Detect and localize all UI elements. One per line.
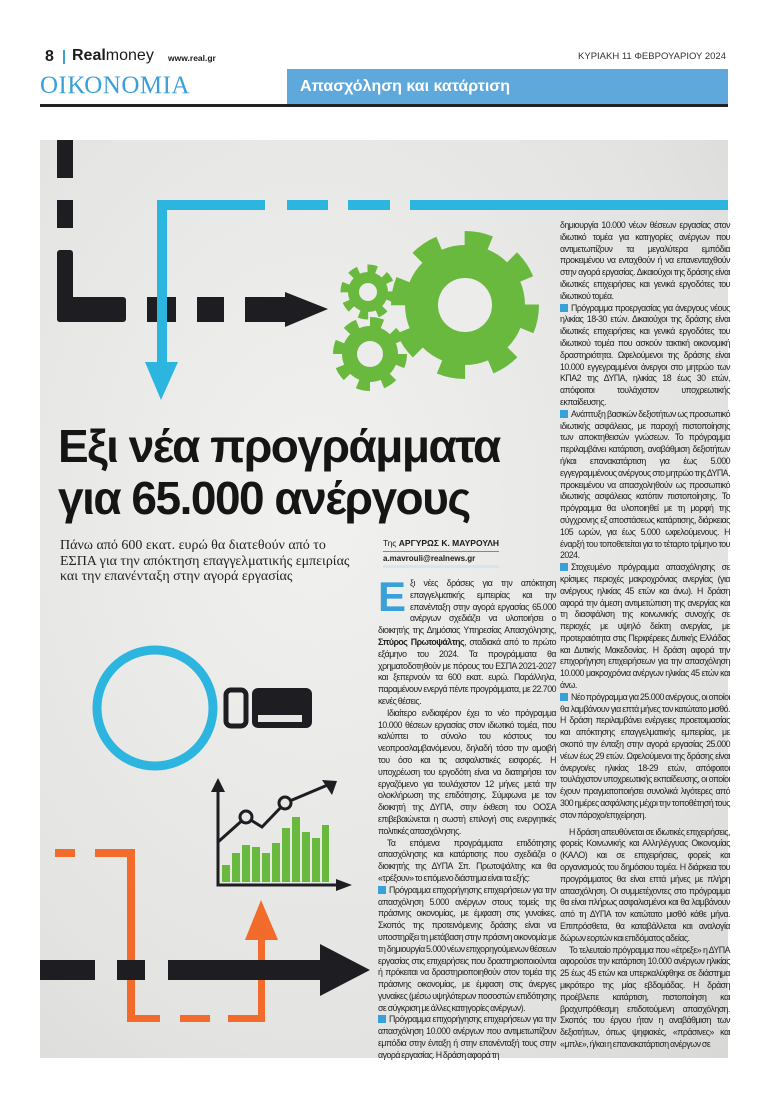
gears-icon [338,239,531,386]
lead-text: ξι νέες δράσεις για την απόκτηση επαγγελματικής εμπειρίας και την επανένταξη στην αγορά εργασίας 65.000 ανέργων σχεδιάζει να υλοποιήσει ο διοικητής της Δημόσιας Υπηρεσίας Απασχόλησης, [378,578,556,636]
lead-bold-name: Σπύρος Πρωτοψάλτης [378,636,465,647]
drop-cap: Ε [378,573,407,620]
bullet-item [560,562,730,692]
bullet-text: Ανάπτυξη βασικών δεξιοτήτων ως προσωπικό ιδιωτικής ασφάλειας, με παροχή πιστοποίησης των αποκτηθεισών γνώσεων. Το πρόγραμμα περιλαμβάνει κατάρτιση, αναβάθμιση δεξιοτήτων ή/και επανακατάρτιση για έως 5.000 εγγεγραμμένους ανέργους στο μητρώο της ΔΥΠΑ, προκειμένου να απασχοληθούν ως προσωπικό ιδιωτικής ασφάλειας κατόπιν πιστοποίησης. Το πρόγραμμα θα υλοποιηθεί με τη μορφή της σύγχρονης εξ αποστάσεως κατάρτισης, διάρκειας 105 ωρών, για έως 5.000 ωφελούμενους. Η έναρξή του τοποθετείται για το τέταρτο τρίμηνο του 2024. [560,408,730,561]
bullet-item [378,885,556,1015]
byline [383,538,499,548]
article-column-2 [560,220,730,1051]
paragraph: Τα επόμενα προγράμματα επιδότησης απασχόλησης και κατάρτισης που σχεδιάζει ο διοικητής της ΔΥΠΑ Σπ. Πρωτοψάλτης και θα «τρέξουν» το επόμενο διάστημα είναι τα εξής: [378,837,556,883]
bullet-text: Πρόγραμμα επιχορήγησης επιχειρήσεων για την απασχόληση 5.000 ανέργων στους τομείς της πράσινης οικονομίας, με έμφαση στις γυναίκες. Σκοπός της προτεινόμενης δράσης είναι να υποστηρίξει τη μετάβαση στην πράσινη οικονομία με τη δημιουργία 5.000 νέων επιχορηγούμενων θέσεων εργασίας στις επιχειρήσεις που δραστηριοποιούνται ή πρόκειται να δραστηριοποιηθούν στον τομέα της πράσινης οικονομίας, με έμφαση στις άνεργες γυναίκες (μέσω υψηλότερων ποσοστών επιδότησης σε σύγκριση με άλλες κατηγορίες ανέργων). [378,884,556,1013]
bullet-item [378,1014,556,1061]
article-column-1 [378,573,556,1062]
bullet-square-icon [560,304,568,312]
growth-chart-icon [211,778,352,891]
section-title: ΟΙΚΟΝΟΜΙΑ [40,72,190,99]
bullet-text: Στοχευμένο πρόγραμμα απασχόλησης σε κρίσιμες περιοχές μακροχρόνιας ανεργίας (για ανέργους ηλικίας 45 ετών και άνω). Η δράση αφορά την άμεση αντιμετώπιση της ανεργίας και τη διασφάλιση της κοινωνικής συνοχής σε περιοχές με υψηλό δείκτη ανεργίας, με προτεραιότητα στις Περιφέρειες Δυτικής Ελλάδας και Δυτικής Μακεδονίας. Η δράση αφορά την επιχορήγηση επιχειρήσεων για την απασχόληση 10.000 μακροχρόνια ανέργων ηλικίας 45 ετών και άνω. [560,562,730,691]
paragraph: Ιδιαίτερο ενδιαφέρον έχει το νέο πρόγραμμα 10.000 θέσεων εργασίας στον ιδιωτικό τομέα, που καλύπτει το σύνολο του κόστους του νεοπροσλαμβανόμενου, δηλαδή τόσο την αμοιβή του όσο και τις ασφαλιστικές εισφορές. Η υποχρέωση του εργοδότη είναι να διατηρήσει τον εργαζόμενο για τουλάχιστον 12 μήνες μετά την ολοκλήρωση της επιδότησης. Σύμφωνα με τον διοικητή της ΔΥΠΑ, στην έκθεση του ΟΟΣΑ επιβεβαιώνεται η σωστή επιλογή στις ενεργητικές πολιτικές απασχόλησης. [378,707,556,836]
issue-date: ΚΥΡΙΑΚΗ 11 ΦΕΒΡΟΥΑΡΙΟΥ 2024 [578,51,726,62]
bullet-item [560,692,730,822]
bullet-square-icon [560,693,568,701]
topic-title: Απασχόληση και κατάρτιση [300,78,511,95]
bullet-square-icon [560,410,568,418]
bullet-square-icon [378,1015,386,1023]
bullet-square-icon [378,886,386,894]
headline-line-2: για 65.000 ανέργους [58,472,470,524]
bullet-text: Πρόγραμμα επιχορήγησης επιχειρήσεων για την απασχόληση 10.000 ανέργων που αντιμετωπίζουν εμπόδια στην ένταξη ή στην επανένταξή τους στην αγορά εργασίας. Η δράση αφορά τη [378,1014,556,1060]
author-email[interactable]: a.mavrouli@realnews.gr [383,551,499,563]
magnifier-icon [97,650,312,766]
black-dashed-arrow-top [57,140,328,327]
black-dashed-arrow-bottom [40,944,370,996]
page-number: 8 [45,48,54,65]
paragraph: Η δράση απευθύνεται σε ιδιωτικές επιχειρήσεις, φορείς Κοινωνικής και Αλληλέγγυας Οικονομίας (ΚΑΛΟ) και σε επιχειρήσεις, φορείς και οργανισμούς του δημόσιου τομέα. Η διάρκεια του προγράμματος θα είναι επτά μήνες με πλήρη απασχόληση. Οι συμμετέχοντες στο πρόγραμμα θα είναι πλήρως ασφαλισμένοι και θα λαμβάνουν από τη ΔΥΠΑ τον κατώτατο μισθό κάθε μήνα. Επιπρόσθετα, θα καταβάλλεται και αναλογία δώρων εορτών και επιδόματος αδείας. [560,826,730,943]
bullet-item [560,409,730,562]
bullet-square-icon [560,563,568,571]
byline-prefix: Της [383,538,397,548]
bullet-text: Πρόγραμμα προεργασίας για άνεργους νέους ηλικίας 18-30 ετών. Δικαιούχοι της δράσης είναι ιδιωτικές επιχειρήσεις και γενικά εργοδότες του ιδιωτικού τομέα που ασκούν τακτική οικονομική δραστηριότητα. Ωφελούμενοι της δράσης είναι 10.000 εγγεγραμμένοι άνεργοι στο μητρώο των ΚΠΑ2 της ΔΥΠΑ, ηλικίας 18 έως 30 ετών, απόφοιτοι τουλάχιστον υποχρεωτικής εκπαίδευσης. [560,302,730,407]
bullet-item [560,303,730,409]
site-url[interactable]: www.real.gr [168,53,216,63]
bullet-continuation: δημιουργία 10.000 νέων θέσεων εργασίας στον ιδιωτικό τομέα για κατηγορίες ανέργων που αντιμετωπίζουν τα μεγαλύτερα εμπόδια προκειμένου να ενταχθούν ή να επανενταχθούν στην αγορά εργασίας. Δικαιούχοι της δράσης είναι ιδιωτικές επιχειρήσεις και γενικά εργοδότες του ιδιωτικού τομέα. [560,220,730,301]
lead-text-cont: , σταδιακά από το πρώτο εξάμηνο του 2024. Τα προγράμματα θα χρηματοδοτηθούν με πόρους του ΕΣΠΑ 2021-2027 και ξεπερνούν τα 600 εκατ. ευρώ. Παράλληλα, παραμένουν ενεργά πέντε προγράμματα, με 22.700 κενές θέσεις. [378,636,556,706]
byline-rule [383,565,499,568]
author-name: ΑΡΓΥΡΩΣ Κ. ΜΑΥΡΟΥΛΗ [398,538,500,548]
bullet-text: Νέο πρόγραμμα για 25.000 ανέργους, οι οποίοι θα λαμβάνουν για επτά μήνες τον κατώτατο μισθό. Η δράση περιλαμβάνει ενέργειες προετοιμασίας και απόκτησης επαγγελματικής εμπειρίας, με σκοπό την ένταξη στην αγορά εργασίας 25.000 νέων έως 29 ετών. Ωφελούμενοι της δράσης είναι άνεργοι/ες ηλικίας 18-29 ετών, απόφοιτοι τουλάχιστον υποχρεωτικής εκπαίδευσης, οι οποίοι έχουν πραγματοποιήσει συνολικά λιγότερες από 300 ημέρες ασφάλισης μέχρι την τοποθέτησή τους στον πάροχο/επιχείρηση. [560,691,730,820]
brand-bold: Real [72,47,106,64]
headline [58,420,553,524]
brand-light: money [105,47,154,64]
subheadline: Πάνω από 600 εκατ. ευρώ θα διατεθούν από το ΕΣΠΑ για την απόκτηση επαγγελματικής εμπειρίας και την επανένταξη στην αγορά εργασίας [60,538,350,584]
paragraph: Το τελευταίο πρόγραμμα που «έτρεξε» η ΔΥΠΑ αφορούσε την κατάρτιση 10.000 ανέργων ηλικίας 25 έως 45 ετών και υπερκαλύφθηκε σε διάστημα μικρότερο της μίας εβδομάδας. Η δράση προέβλεπε κατάρτιση, πιστοποίηση και βραχυπρόθεσμη επιδοτούμενη απασχόληση. Σκοπός του έργου ήταν η αναβάθμιση των δεξιοτήτων, όπως ψηφιακές, «πράσινες» και «μπλε», ή/και η επανακατάρτιση ανέργων σε [560,944,730,1049]
lead-paragraph [378,573,556,708]
headline-line-1: Εξι νέα προγράμματα [58,420,500,472]
